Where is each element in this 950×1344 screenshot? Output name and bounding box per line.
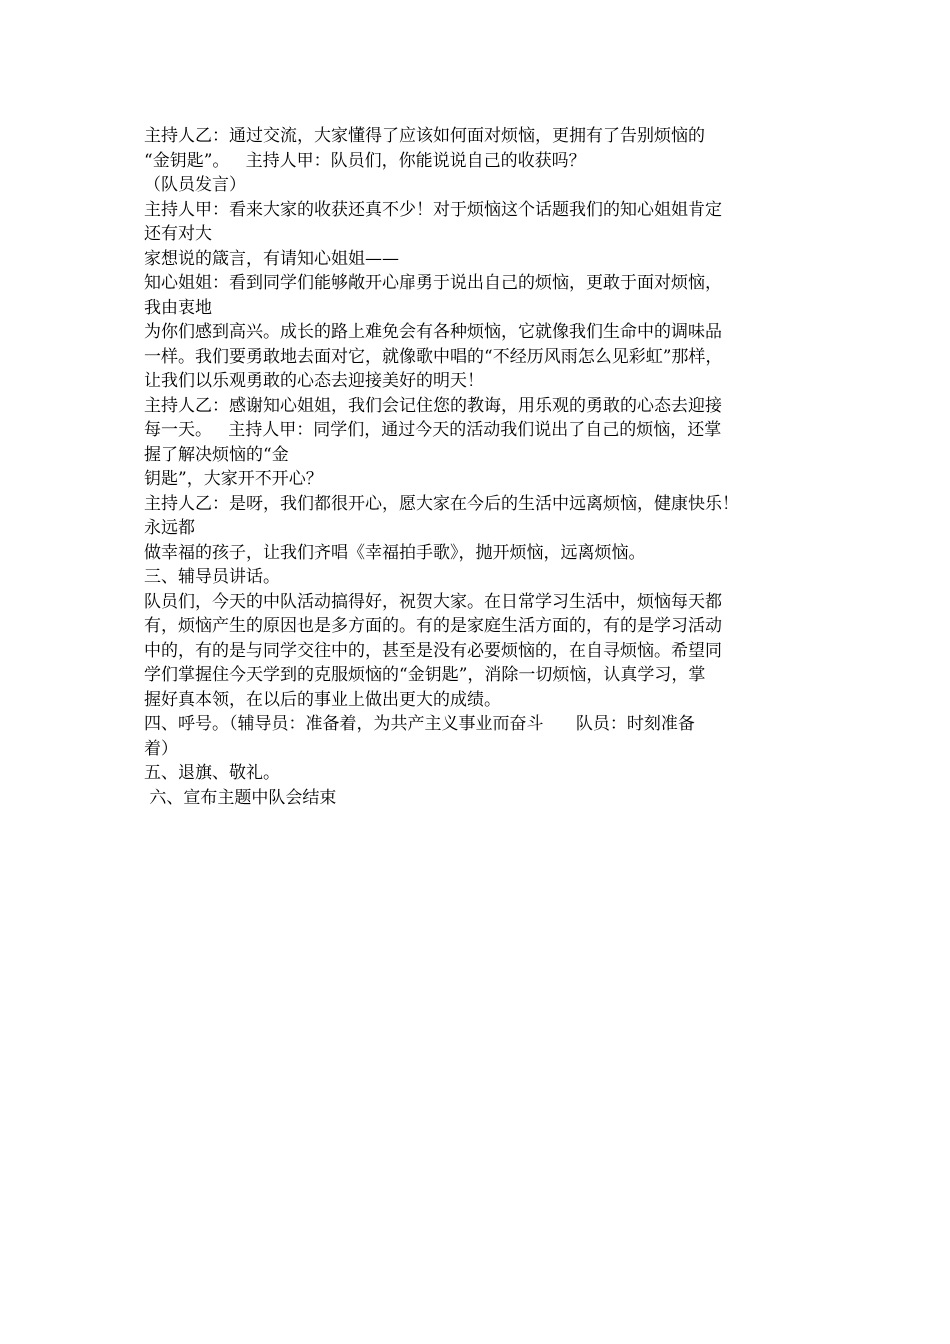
- text-line: 我由衷地: [144, 297, 212, 318]
- text-line: 让我们以乐观勇敢的心态去迎接美好的明天！: [144, 371, 484, 391]
- text-line: 队员们，今天的中队活动搞得好，祝贺大家。在日常学习生活中，烦恼每天都: [144, 591, 722, 612]
- text-line: 主持人乙：是呀，我们都很开心，愿大家在今后的生活中远离烦恼，健康快乐！: [144, 493, 739, 514]
- text-line: 中的，有的是与同学交往中的，甚至是没有必要烦恼的，在自寻烦恼。希望同: [144, 640, 722, 661]
- text-line: 做幸福的孩子，让我们齐唱《幸福拍手歌》，抛开烦恼，远离烦恼。: [144, 542, 646, 563]
- text-line: 握好真本领，在以后的事业上做出更大的成绩。: [144, 689, 501, 710]
- text-line: 主持人甲：看来大家的收获还真不少！对于烦恼这个话题我们的知心姐姐肯定: [144, 199, 722, 220]
- text-line: 为你们感到高兴。成长的路上难免会有各种烦恼，它就像我们生命中的调味品: [144, 322, 722, 342]
- text-line: 着）: [144, 738, 178, 759]
- text-line: “金钥匙”。 主持人甲：队员们，你能说说自己的收获吗？: [144, 150, 586, 171]
- section-heading: 六、宣布主题中队会结束: [144, 787, 337, 808]
- text-line: 主持人乙：感谢知心姐姐，我们会记住您的教诲，用乐观的勇敢的心态去迎接: [144, 395, 722, 416]
- text-line: 永远都: [144, 518, 195, 538]
- text-line: 有，烦恼产生的原因也是多方面的。有的是家庭生活方面的，有的是学习活动: [144, 616, 722, 636]
- section-heading: 五、退旗、敬礼。: [144, 763, 280, 783]
- text-line: 知心姐姐：看到同学们能够敞开心扉勇于说出自己的烦恼，更敢于面对烦恼，: [144, 273, 722, 293]
- section-heading: 三、辅导员讲话。: [144, 567, 280, 587]
- text-line: 主持人乙：通过交流，大家懂得了应该如何面对烦恼，更拥有了告别烦恼的: [144, 126, 705, 146]
- text-line: 还有对大: [144, 224, 212, 244]
- text-line: （队员发言）: [144, 175, 246, 195]
- text-line: 握了解决烦恼的“金: [144, 444, 289, 465]
- text-line: 家想说的箴言，有请知心姐姐——: [144, 248, 399, 269]
- text-line: 一样。我们要勇敢地去面对它，就像歌中唱的“不经历风雨怎么见彩虹”那样，: [144, 346, 723, 367]
- document-body: [144, 124, 824, 810]
- text-line: 学们掌握住今天学到的克服烦恼的“金钥匙”，消除一切烦恼，认真学习，掌: [144, 665, 706, 685]
- text-line: 钥匙”，大家开不开心？: [144, 469, 323, 489]
- section-heading: 四、呼号。（辅导员：准备着，为共产主义事业而奋斗 队员：时刻准备: [144, 714, 695, 734]
- text-line: 每一天。 主持人甲：同学们，通过今天的活动我们说出了自己的烦恼，还掌: [144, 420, 722, 440]
